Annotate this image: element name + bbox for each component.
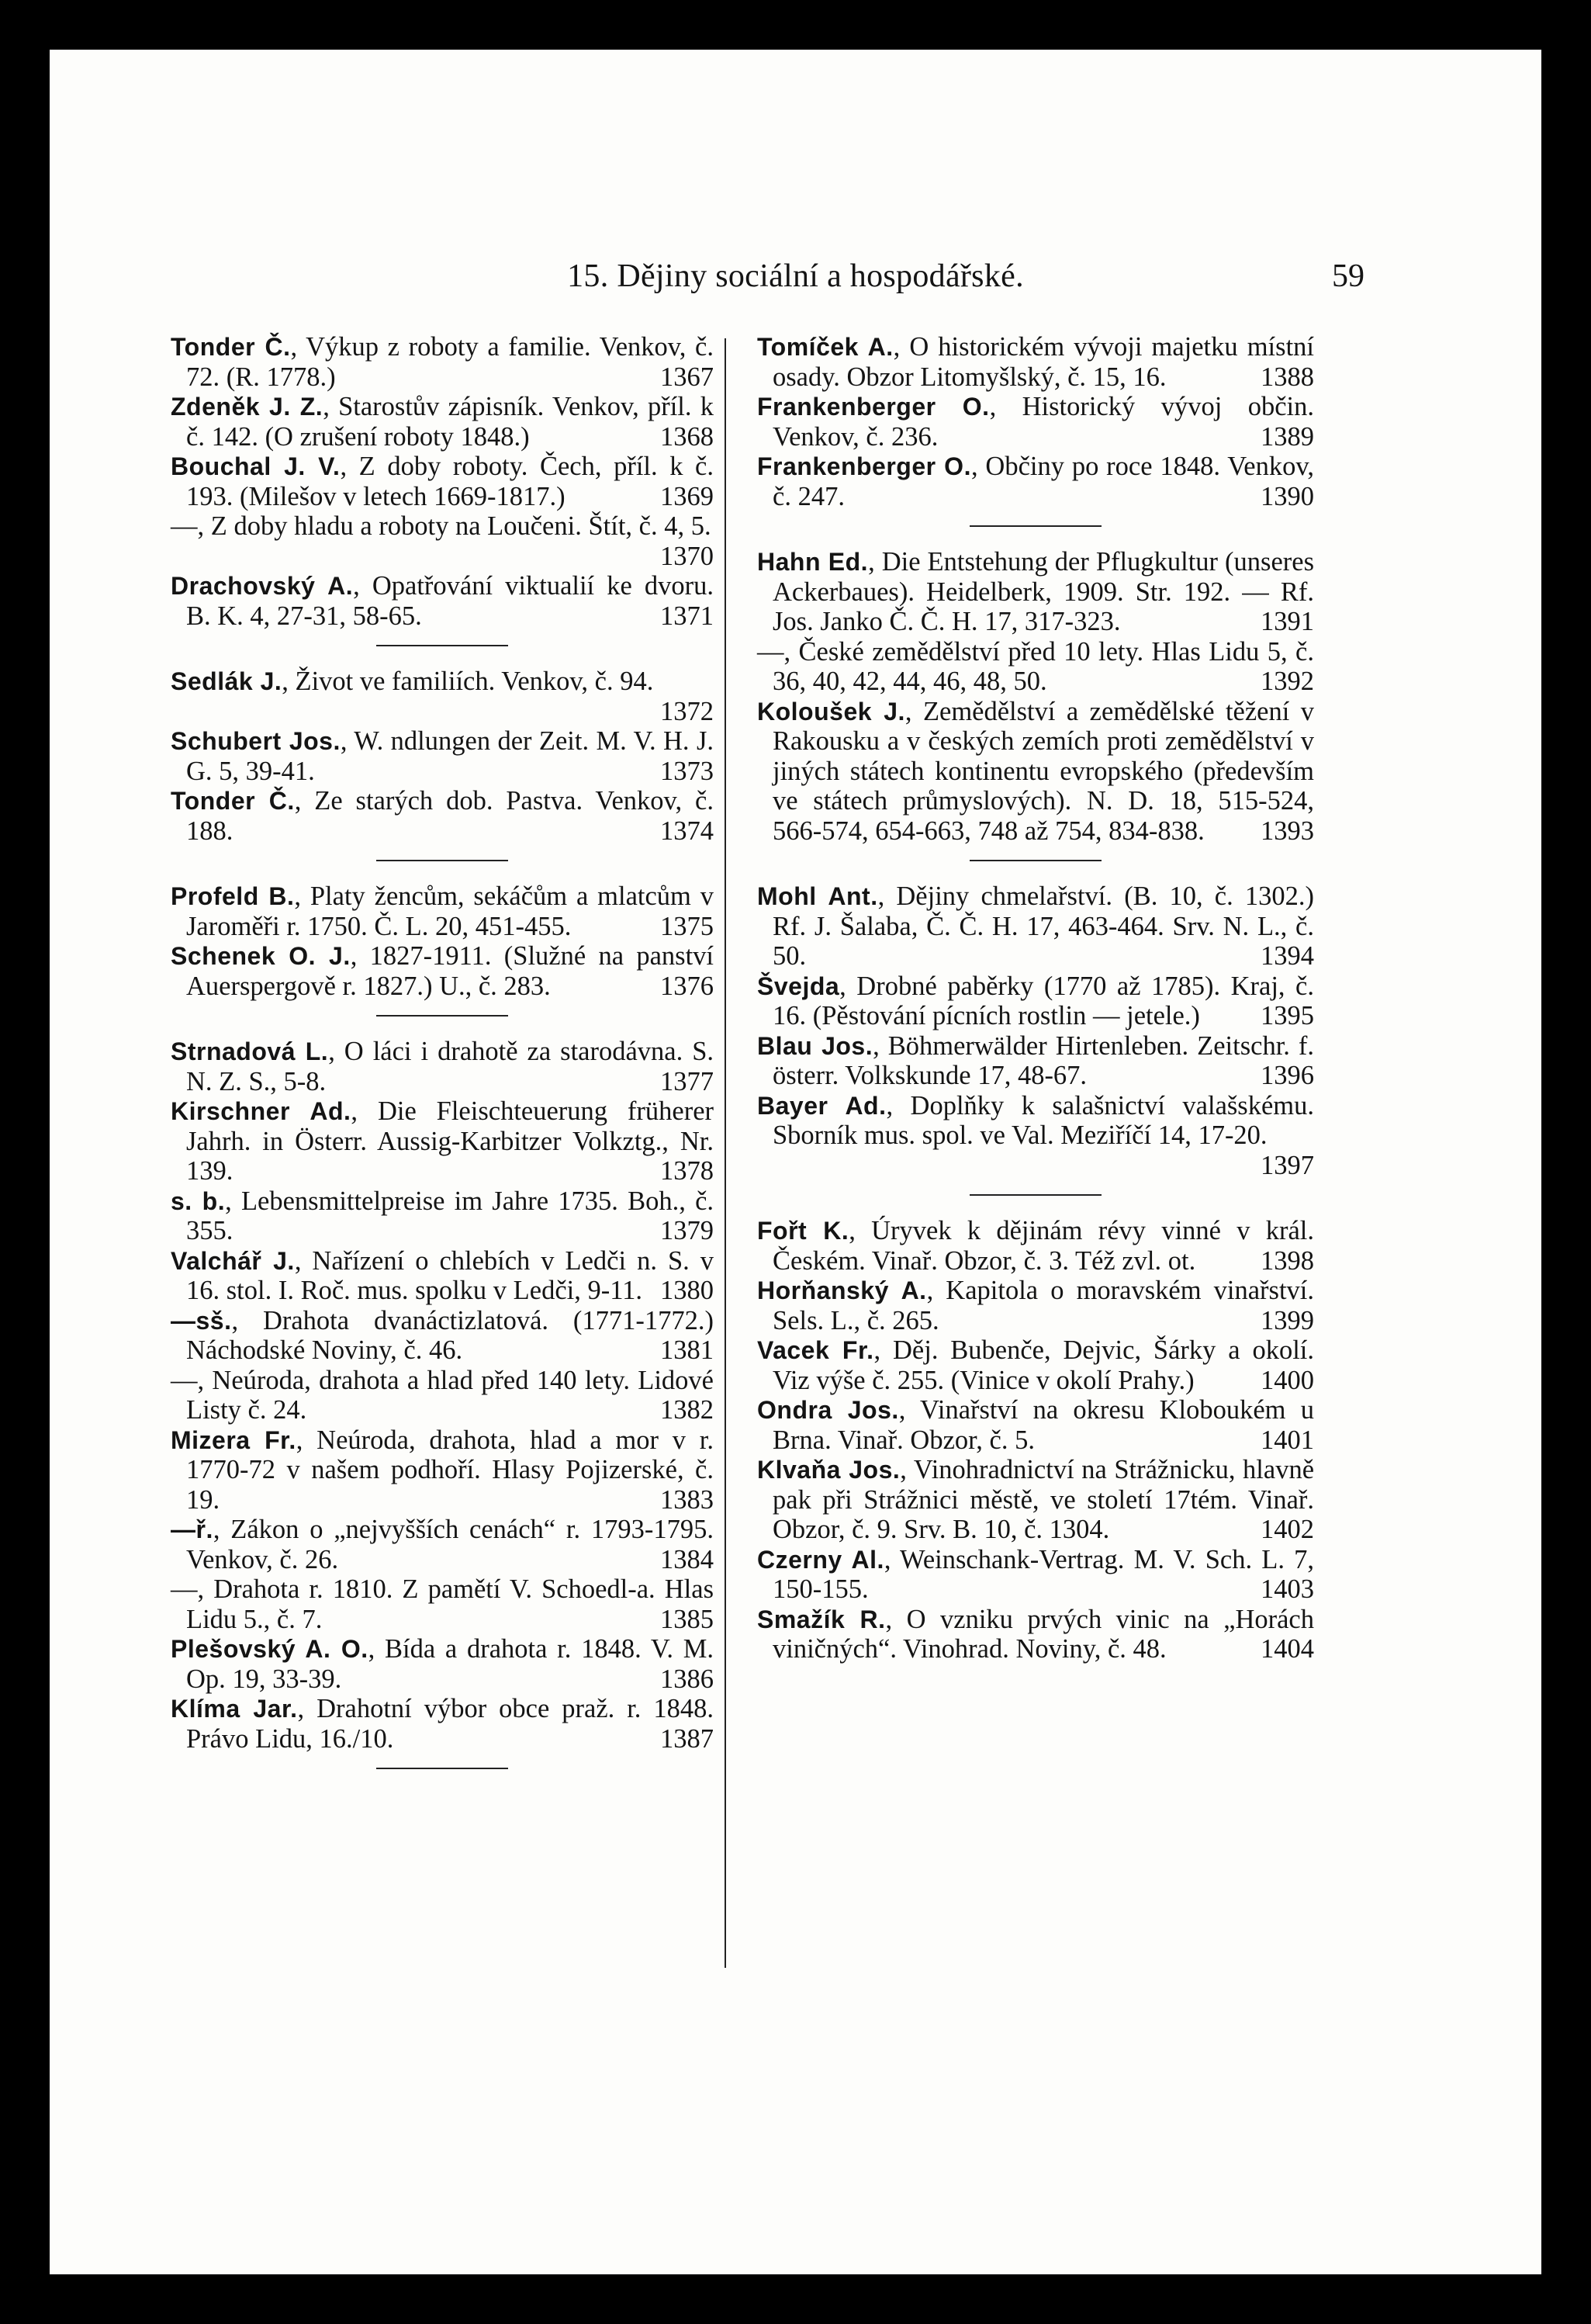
entry-number: 1386 — [660, 1664, 714, 1694]
bibliography-entry — [171, 511, 714, 571]
entry-number: 1394 — [1261, 941, 1314, 971]
entry-number: 1373 — [660, 756, 714, 786]
entry-text: , W. ndlungen der Zeit. M. V. H. J. G. 5, 39-41. — [186, 726, 714, 786]
entry-number: 1389 — [1261, 421, 1314, 452]
entry-number: 1375 — [660, 911, 714, 941]
bibliography-entry — [757, 547, 1314, 637]
bibliography-entry — [757, 392, 1314, 452]
section-separator — [376, 1768, 508, 1769]
entry-number: 1369 — [660, 481, 714, 511]
entry-author: Mohl Ant. — [757, 882, 878, 910]
entry-author: Mizera Fr. — [171, 1425, 296, 1454]
entry-text: , Občiny po roce 1848. Venkov, č. 247. — [773, 452, 1315, 511]
entry-author: Tonder Č. — [171, 787, 295, 815]
entry-number: 1390 — [1261, 481, 1314, 511]
entry-number: 1385 — [660, 1604, 714, 1634]
entry-text: , Bída a drahota r. 1848. V. M. Op. 19, 33-39. — [186, 1634, 714, 1694]
entry-number: 1397 — [1261, 1150, 1314, 1180]
bibliography-entry — [171, 1096, 714, 1186]
entry-author: —ř. — [171, 1515, 213, 1543]
entry-author: Fořt K. — [757, 1217, 849, 1245]
entry-number: 1391 — [1261, 607, 1314, 636]
bibliography-entry — [757, 637, 1314, 697]
entry-author: Schenek O. J. — [171, 942, 351, 970]
entry-number: 1368 — [660, 421, 714, 452]
bibliography-entry — [171, 726, 714, 786]
entry-author: Horňanský A. — [757, 1276, 927, 1304]
bibliography-entry — [171, 941, 714, 1001]
section-separator — [376, 1015, 508, 1017]
entry-text: , O vzniku prvých vinic na „Horách viničných“. Vinohrad. Noviny, č. 48. — [773, 1604, 1314, 1664]
bibliography-entry — [757, 1031, 1314, 1091]
entry-text: —, České zemědělství před 10 lety. Hlas Lidu 5, č. 36, 40, 42, 44, 46, 48, 50. — [757, 636, 1314, 696]
entry-text: , Doplňky k salašnictví valašskému. Sborník mus. spol. ve Val. Meziříčí 14, 17-20. — [773, 1090, 1315, 1150]
entry-text: , Platy žencům, sekáčům a mlatcům v Jaroměři r. 1750. Č. L. 20, 451-455. — [186, 881, 714, 941]
entry-author: s. b. — [171, 1186, 226, 1215]
bibliography-entry — [171, 1306, 714, 1366]
entry-text: —, Drahota r. 1810. Z pamětí V. Schoedl-a. Hlas Lidu 5., č. 7. — [171, 1574, 714, 1634]
bibliography-entry — [757, 1545, 1314, 1605]
entry-text: , Drahotní výbor obce praž. r. 1848. Právo Lidu, 16./10. — [186, 1694, 714, 1754]
entry-number: 1371 — [660, 601, 714, 631]
entry-number: 1388 — [1261, 362, 1314, 392]
entry-text: , 1827-1911. (Služné na panství Auerspergově r. 1827.) U., č. 283. — [186, 941, 714, 1001]
bibliography-entry — [171, 1515, 714, 1574]
bibliography-entry — [757, 1091, 1314, 1181]
entry-author: Frankenberger O. — [757, 452, 971, 480]
entry-number: 1393 — [1261, 816, 1314, 846]
bibliography-entry — [757, 332, 1314, 392]
bibliography-entry — [171, 392, 714, 452]
entry-text: , Kapitola o moravském vinařství. Sels. L., č. 265. — [773, 1276, 1314, 1335]
entry-number: 1379 — [660, 1216, 714, 1245]
entry-number: 1398 — [1261, 1245, 1314, 1276]
entry-text: , Zákon o „nejvyšších cenách“ r. 1793-1795. Venkov, č. 26. — [186, 1515, 714, 1574]
entry-number: 1401 — [1261, 1425, 1314, 1455]
entry-text: , Výkup z roboty a familie. Venkov, č. 72. (R. 1778.) — [186, 332, 714, 392]
left-column — [171, 332, 714, 1789]
entry-number: 1399 — [1261, 1305, 1314, 1335]
entry-number: 1381 — [660, 1335, 714, 1365]
entry-number: 1378 — [660, 1156, 714, 1186]
section-separator — [376, 645, 508, 646]
entry-author: Czerny Al. — [757, 1545, 884, 1574]
entry-number: 1374 — [660, 816, 714, 846]
entry-author: Bayer Ad. — [757, 1091, 887, 1120]
bibliography-entry — [757, 1455, 1314, 1545]
entry-text: , Opatřování viktualií ke dvoru. B. K. 4, 27-31, 58-65. — [186, 571, 714, 631]
entry-author: —sš. — [171, 1306, 232, 1335]
bibliography-entry — [171, 667, 714, 726]
entry-number: 1400 — [1261, 1365, 1314, 1395]
page-number: 59 — [1332, 258, 1364, 294]
bibliography-entry — [171, 1186, 714, 1246]
entry-author: Hahn Ed. — [757, 548, 869, 576]
entry-author: Tomíček A. — [757, 333, 894, 361]
entry-author: Frankenberger O. — [757, 393, 990, 421]
section-separator — [376, 860, 508, 861]
entry-number: 1404 — [1261, 1634, 1314, 1664]
entry-text: , Die Fleischteuerung früherer Jahrh. in Österr. Aussig-Karbitzer Volkztg., Nr. 139. — [186, 1096, 714, 1186]
bibliography-entry — [171, 786, 714, 846]
entry-author: Bouchal J. V. — [171, 452, 341, 480]
entry-text: , Život ve familiích. Venkov, č. 94. — [282, 667, 654, 696]
bibliography-entry — [171, 1425, 714, 1515]
entry-number: 1392 — [1261, 667, 1314, 696]
entry-number: 1384 — [660, 1544, 714, 1574]
section-title: 15. Dějiny sociální a hospodářské. — [567, 258, 1024, 294]
bibliography-entry — [757, 1335, 1314, 1395]
entry-author: Plešovský A. O. — [171, 1635, 368, 1663]
entry-author: Kirschner Ad. — [171, 1097, 351, 1125]
bibliography-entry — [757, 1216, 1314, 1276]
bibliography-entry — [171, 571, 714, 631]
entry-text: , Drahota dvanáctizlatová. (1771-1772.) Náchodské Noviny, č. 46. — [186, 1305, 714, 1365]
entry-author: Valchář J. — [171, 1246, 295, 1275]
entry-number: 1387 — [660, 1723, 714, 1754]
entry-text: —, Neúroda, drahota a hlad před 140 lety. Lidové Listy č. 24. — [171, 1365, 714, 1425]
page-header — [50, 258, 1541, 312]
entry-text: , Dějiny chmelařství. (B. 10, č. 1302.) Rf. J. Šalaba, Č. Č. H. 17, 463-464. Srv. N. L., č. 50. — [773, 881, 1314, 971]
entry-author: Profeld B. — [171, 882, 295, 910]
entry-author: Blau Jos. — [757, 1031, 873, 1060]
entry-text: , Weinschank-Vertrag. M. V. Sch. L. 7, 150-155. — [773, 1544, 1314, 1604]
bibliography-entry — [757, 1395, 1314, 1455]
entry-text: , Böhmerwälder Hirtenleben. Zeitschr. f. österr. Volkskunde 17, 48-67. — [773, 1030, 1315, 1090]
entry-number: 1380 — [660, 1276, 714, 1305]
entry-author: Vacek Fr. — [757, 1336, 874, 1364]
entry-text: , Starostův zápisník. Venkov, příl. k č. 142. (O zrušení roboty 1848.) — [186, 392, 714, 452]
entry-number: 1395 — [1261, 1001, 1314, 1030]
entry-number: 1396 — [1261, 1061, 1314, 1090]
bibliography-entry — [171, 1246, 714, 1306]
column-divider — [725, 338, 726, 1968]
bibliography-entry — [757, 881, 1314, 972]
bibliography-entry — [171, 452, 714, 511]
entry-number: 1370 — [660, 541, 714, 571]
bibliography-entry — [171, 1574, 714, 1634]
entry-text: , Vinohradnictví na Strážnicku, hlavně pak při Strážnici městě, ve století 17tém. Vinař. Obzor, č. 9. Srv. B. 10, č. 1304. — [773, 1455, 1315, 1544]
entry-author: Koloušek J. — [757, 697, 905, 726]
entry-text: , Lebensmittelpreise im Jahre 1735. Boh., č. 355. — [186, 1186, 714, 1245]
entry-author: Ondra Jos. — [757, 1396, 899, 1424]
entry-author: Schubert Jos. — [171, 727, 341, 755]
section-separator — [970, 1194, 1102, 1196]
bibliography-entry — [171, 1694, 714, 1754]
entry-text: , Ze starých dob. Pastva. Venkov, č. 188. — [186, 786, 714, 846]
bibliography-entry — [757, 697, 1314, 847]
bibliography-entry — [171, 881, 714, 941]
entry-number: 1383 — [660, 1484, 714, 1515]
entry-text: , O láci i drahotě za starodávna. S. N. Z. S., 5-8. — [186, 1037, 714, 1096]
entry-text: , Zemědělství a zemědělské těžení v Rakousku a v českých zemích proti zemědělství v jiných státech kontinentu evropského (především ve státech průmyslových). N. D. 18, 515-524, 566-574, 654-663, 748 až 754, 834-838. — [773, 696, 1314, 846]
book-page — [50, 50, 1541, 2274]
entry-author: Zdeněk J. Z. — [171, 393, 323, 421]
right-column — [757, 332, 1314, 1664]
entry-text: , Úryvek k dějinám révy vinné v král. Českém. Vinař. Obzor, č. 3. Též zvl. ot. — [773, 1216, 1314, 1276]
entry-author: Drachovský A. — [171, 572, 354, 600]
entry-number: 1372 — [660, 696, 714, 726]
entry-author: Smažík R. — [757, 1605, 886, 1633]
entry-text: , Drobné paběrky (1770 až 1785). Kraj, č. 16. (Pěstování pícních rostlin — jetele.) — [773, 971, 1314, 1030]
entry-text: , Die Entstehung der Pflugkultur (unseres Ackerbaues). Heidelberk, 1909. Str. 192. — Rf. Jos. Janko Č. Č. H. 17, 317-323. — [773, 547, 1314, 636]
entry-author: Tonder Č. — [171, 333, 291, 361]
entry-number: 1403 — [1261, 1574, 1314, 1604]
section-separator — [970, 860, 1102, 861]
entry-text: —, Z doby hladu a roboty na Loučeni. Štít, č. 4, 5. — [171, 511, 711, 541]
entry-author: Strnadová L. — [171, 1037, 329, 1065]
entry-author: Klvaňa Jos. — [757, 1456, 901, 1484]
entry-text: , Neúroda, drahota, hlad a mor v r. 1770-72 v našem podhoří. Hlasy Pojizerské, č. 19. — [186, 1425, 714, 1515]
entry-author: Klíma Jar. — [171, 1695, 298, 1723]
bibliography-entry — [171, 1037, 714, 1096]
entry-text: , Děj. Bubenče, Dejvic, Šárky a okolí. Viz výše č. 255. (Vinice v okolí Prahy.) — [773, 1335, 1314, 1395]
bibliography-entry — [757, 972, 1314, 1031]
bibliography-entry — [757, 1605, 1314, 1664]
entry-text: , Vinařství na okresu Kloboukém u Brna. Vinař. Obzor, č. 5. — [773, 1395, 1314, 1455]
entry-text: , Historický vývoj občin. Venkov, č. 236. — [773, 392, 1314, 452]
entry-text: , O historickém vývoji majetku místní osady. Obzor Litomyšlský, č. 15, 16. — [773, 332, 1314, 392]
bibliography-entry — [757, 452, 1314, 511]
bibliography-entry — [171, 1634, 714, 1694]
entry-text: , Z doby roboty. Čech, příl. k č. 193. (Milešov v letech 1669-1817.) — [186, 452, 714, 511]
bibliography-entry — [171, 1366, 714, 1425]
entry-number: 1376 — [660, 971, 714, 1001]
entry-text: , Nařízení o chlebích v Ledči n. S. v 16. stol. I. Roč. mus. spolku v Ledči, 9-11. — [186, 1245, 714, 1305]
entry-author: Švejda — [757, 972, 840, 1000]
entry-author: Sedlák J. — [171, 667, 282, 695]
entry-number: 1382 — [660, 1395, 714, 1425]
entry-number: 1377 — [660, 1066, 714, 1096]
bibliography-entry — [757, 1276, 1314, 1335]
entry-number: 1367 — [660, 362, 714, 392]
entry-number: 1402 — [1261, 1515, 1314, 1544]
section-separator — [970, 525, 1102, 527]
bibliography-entry — [171, 332, 714, 392]
